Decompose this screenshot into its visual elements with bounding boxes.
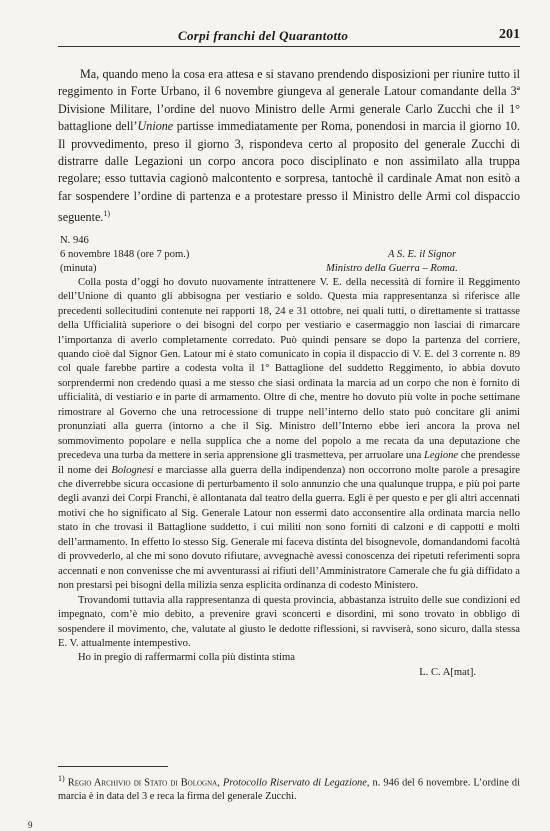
page-body	[58, 66, 520, 680]
document-addressee: A S. E. il Signor	[388, 248, 457, 260]
document-addressee-role: Ministro della Guerra – Roma.	[326, 262, 458, 274]
footnote: $^{1)}$ Regio Archivio di Stato di Bologna, Protocollo Riservato di Legazione, n. 946 del 6 novembre. L’ordine di marcia è in data del 3 e reca la firma del generale Zucchi.	[58, 774, 520, 803]
unione-italic: Unione	[137, 119, 174, 134]
document-paragraph-1: Colla posta d’oggi ho dovuto nuovamente intrattenere V. E. della necessità di fornire il Reggimento dell’Unione di quanto gli abbisogna per vestiario e soldo. Questa mia rappresentanza si riferisce alle precedenti sollecitudini contenute nei rapporti 18, 24 e 31 ottobre, nei quali tutti, o direttamente si trattasse della Ufficialità superiore o dei bisogni del corpo per vestiario e casermaggio non lasciai di rimarcare l’importanza di averlo completamente corredato. Può quindi pensare se dopo la partenza del corriere, quando cioè dal Signor Gen. Latour mi è stato comunicato in copia il dispaccio di V. E. del 3 corrente n. 89 col quale farebbe partire a codesta volta il 1° Battaglione del suddetto Reggimento, io abbia dovuto sorprendermi non credendo quasi a me stesso che siasi ordinata la marcia ad un corpo che non è fornito di ufficialità, di vestiario e in parte di armamento. Oltre di che, mentre ho dovuto più volte in poche settimane rimostrare al Governo che una retrocessione di truppe nell’interno dello stato può concitare gli animi pronunziati alla guerra (intorno a che il Sig. Ministro dell’Interno ebbe ieri ancora la prova nel sommovimento popolare e nella supplica che a nome del popolo a me recata da una deputazione che precedeva una turba da mettere in seria apprensione gli trasmetteva, per arruolare una Legione che prendesse il nome dei Bolognesi e marciasse alla guerra della indipendenza) non occorrono molte parole a presagire che diverrebbe sicura occasione di perturbamento il solo annunzio che una qualunque truppa, e più poi parte degli avanzi dei Corpi Franchi, è allontanata dal teatro della guerra. Egli è per questo e per gli altri accennati motivi che ho significato al Sig. Generale Latour non essermi dato acconsentire alla ordinata marcia nello stato in che trovasi il Battaglione suddetto, i cui militi non sono forniti di calzoni e di cappotti e molti dell’armamento. In effetto lo stesso Sig. Generale mi faceva distinta del bisognevole, domandandomi facoltà di provvederlo, al che mi sono dovuto rifiutare, avvegnachè avessi conoscenza dei ripetuti referimenti sopra accennati e non convenisse che mi avventurassi ai rifiuti dell’Amministratore Camerale che fu già diffidato a non prestarsi pei bisogni della milizia senza esplicita ordinanza di codesto Ministero.	[58, 276, 521, 592]
main-paragraph: Ma, quando meno la cosa era attesa e si stavano prendendo disposizioni per riunire tutto il reggimento in Forte Urbano, il 6 novembre giungeva al generale Latour comandante della 3ª Divisione Militare, l’ordine del nuovo Ministro delle Armi generale Carlo Zucchi che il 1° battaglione dell’Unione partisse immediatamente per Roma, ponendosi in marcia il giorno 10. Il provvedimento, preso il giorno 3, rispondeva certo al proposito del generale Zucchi di distrarre dalle Legazioni un corpo ancora poco disciplinato e non assimilato alla truppa regolare; esso tuttavia cagionò malcontento e sorpresa, tantochè il cardinale Amat non esitò a far sospendere l’ordine di partenza e a protestare presso il Ministro delle Armi col dispaccio seguente.$^{1)}$	[58, 67, 520, 225]
page-number: 201	[499, 27, 520, 42]
document-date: 6 novembre 1848 (ore 7 pom.)	[60, 248, 190, 260]
footnote-rule	[58, 766, 168, 767]
footnote-archive: Regio Archivio di Stato di Bologna	[67, 777, 218, 789]
document-heading	[58, 234, 520, 276]
document-closing: Ho in pregio di raffermarmi colla più distinta stima	[78, 652, 295, 664]
document-signature: L. C. A[mat].	[419, 666, 476, 678]
quoted-document	[58, 234, 520, 680]
document-paragraph-2: Trovandomi tuttavia alla rappresentanza di questa provincia, abbastanza istruito delle sue condizioni ed impegnato, com’è mio debito, a prevenire gravi sconcerti e disordini, mi sono trovato in obbligo di sospendere il movimento, che, valutate al giusto le dedotte riflessioni, si ravviserà, sono sicuro, dalla stessa E. V. attualmente intempestivo.	[58, 594, 520, 650]
footnote-reference: 1)	[103, 209, 111, 219]
margin-mark: 9	[28, 820, 33, 830]
document-number: N. 946	[60, 234, 89, 246]
footnote-source: Protocollo Riservato di Legazione	[222, 777, 367, 789]
running-title: Corpi franchi del Quarantotto	[178, 28, 349, 43]
page-header	[58, 26, 520, 47]
document-type: (minuta)	[60, 262, 97, 274]
